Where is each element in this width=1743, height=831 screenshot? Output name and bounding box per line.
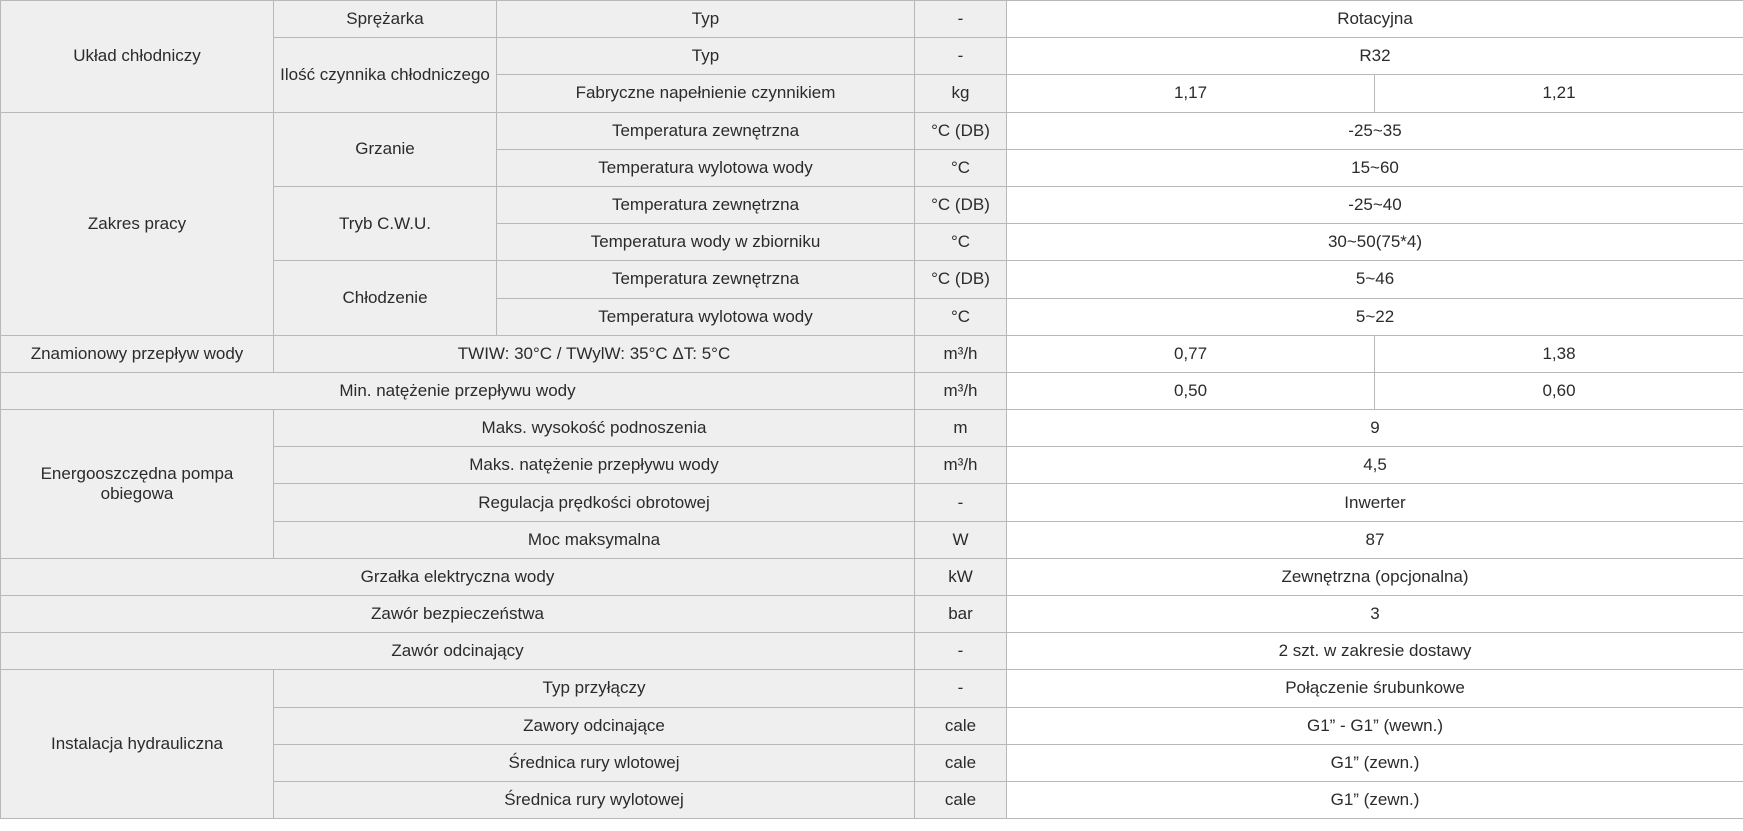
unit-cell: °C (DB) (915, 261, 1007, 298)
unit-cell: °C (915, 224, 1007, 261)
section-label: Znamionowy przepływ wody (1, 335, 274, 372)
unit-cell: °C (915, 298, 1007, 335)
section-label: Układ chłodniczy (1, 1, 274, 113)
value-cell: Połączenie śrubunkowe (1007, 670, 1743, 707)
subsection-label: Tryb C.W.U. (274, 186, 497, 260)
unit-cell: - (915, 1, 1007, 38)
parameter-label: Min. natężenie przepływu wody (1, 372, 915, 409)
table-row (1, 633, 1743, 670)
unit-cell: kg (915, 75, 1007, 112)
unit-cell: W (915, 521, 1007, 558)
value-cell: 87 (1007, 521, 1743, 558)
unit-cell: °C (915, 149, 1007, 186)
parameter-label: Zawór odcinający (1, 633, 915, 670)
parameter-label: Typ przyłączy (274, 670, 915, 707)
section-label: Energooszczędna pompa obiegowa (1, 410, 274, 559)
section-label: Instalacja hydrauliczna (1, 670, 274, 819)
parameter-label: Średnica rury wylotowej (274, 781, 915, 818)
value-cell: Zewnętrzna (opcjonalna) (1007, 558, 1743, 595)
value-cell-model-b: 1,38 (1375, 335, 1743, 372)
unit-cell: kW (915, 558, 1007, 595)
unit-cell: m (915, 410, 1007, 447)
parameter-label: Maks. natężenie przepływu wody (274, 447, 915, 484)
value-cell: -25~35 (1007, 112, 1743, 149)
section-label: Zakres pracy (1, 112, 274, 335)
unit-cell: bar (915, 596, 1007, 633)
parameter-label: Temperatura wylotowa wody (497, 149, 915, 186)
unit-cell: - (915, 484, 1007, 521)
value-cell: G1” - G1” (wewn.) (1007, 707, 1743, 744)
unit-cell: cale (915, 744, 1007, 781)
value-cell: -25~40 (1007, 186, 1743, 223)
parameter-label: Zawory odcinające (274, 707, 915, 744)
parameter-label: Średnica rury wlotowej (274, 744, 915, 781)
parameter-label: Zawór bezpieczeństwa (1, 596, 915, 633)
subsection-label: Grzanie (274, 112, 497, 186)
parameter-label: Temperatura wylotowa wody (497, 298, 915, 335)
table-row (1, 372, 1743, 409)
table-row (1, 670, 1743, 707)
parameter-label: Temperatura zewnętrzna (497, 186, 915, 223)
value-cell: Rotacyjna (1007, 1, 1743, 38)
value-cell-model-b: 0,60 (1375, 372, 1743, 409)
unit-cell: - (915, 633, 1007, 670)
value-cell: G1” (zewn.) (1007, 781, 1743, 818)
value-cell: 4,5 (1007, 447, 1743, 484)
table-row (1, 335, 1743, 372)
value-cell: 2 szt. w zakresie dostawy (1007, 633, 1743, 670)
value-cell-model-a: 0,50 (1007, 372, 1375, 409)
value-cell-model-b: 1,21 (1375, 75, 1743, 112)
value-cell: 15~60 (1007, 149, 1743, 186)
value-cell: 9 (1007, 410, 1743, 447)
parameter-label: TWIW: 30°C / TWylW: 35°C ΔT: 5°C (274, 335, 915, 372)
value-cell: 5~46 (1007, 261, 1743, 298)
unit-cell: m³/h (915, 335, 1007, 372)
unit-cell: cale (915, 781, 1007, 818)
unit-cell: m³/h (915, 372, 1007, 409)
table-row (1, 596, 1743, 633)
parameter-label: Typ (497, 1, 915, 38)
value-cell-model-a: 0,77 (1007, 335, 1375, 372)
subsection-label: Ilość czynnika chłodniczego (274, 38, 497, 112)
unit-cell: cale (915, 707, 1007, 744)
table-row (1, 112, 1743, 149)
unit-cell: °C (DB) (915, 186, 1007, 223)
unit-cell: - (915, 38, 1007, 75)
subsection-label: Chłodzenie (274, 261, 497, 335)
parameter-label: Fabryczne napełnienie czynnikiem (497, 75, 915, 112)
parameter-label: Moc maksymalna (274, 521, 915, 558)
parameter-label: Regulacja prędkości obrotowej (274, 484, 915, 521)
unit-cell: °C (DB) (915, 112, 1007, 149)
table-row (1, 410, 1743, 447)
unit-cell: m³/h (915, 447, 1007, 484)
value-cell: 3 (1007, 596, 1743, 633)
table-row (1, 558, 1743, 595)
value-cell: G1” (zewn.) (1007, 744, 1743, 781)
value-cell: R32 (1007, 38, 1743, 75)
parameter-label: Temperatura zewnętrzna (497, 112, 915, 149)
parameter-label: Temperatura zewnętrzna (497, 261, 915, 298)
parameter-label: Typ (497, 38, 915, 75)
unit-cell: - (915, 670, 1007, 707)
parameter-label: Grzałka elektryczna wody (1, 558, 915, 595)
value-cell: 5~22 (1007, 298, 1743, 335)
parameter-label: Temperatura wody w zbiorniku (497, 224, 915, 261)
value-cell-model-a: 1,17 (1007, 75, 1375, 112)
table-row (1, 1, 1743, 38)
parameter-label: Maks. wysokość podnoszenia (274, 410, 915, 447)
value-cell: 30~50(75*4) (1007, 224, 1743, 261)
value-cell: Inwerter (1007, 484, 1743, 521)
subsection-label: Sprężarka (274, 1, 497, 38)
